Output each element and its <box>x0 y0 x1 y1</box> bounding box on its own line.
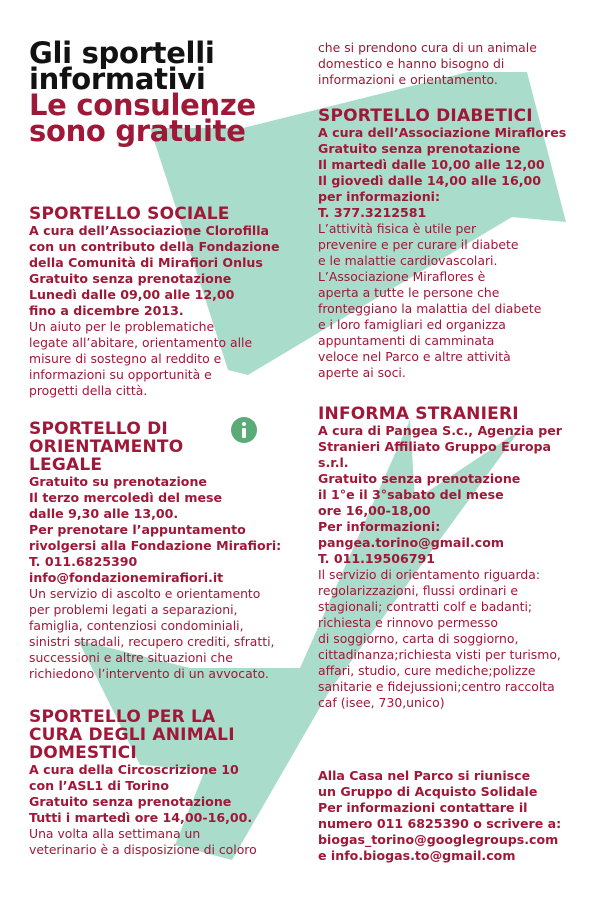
email-address: info@fondazionemirafiori.it <box>29 570 224 585</box>
info-line: rivolgersi alla Fondazione Mirafiori: <box>29 538 282 553</box>
body-line: legate all’abitare, orientamento alle <box>29 335 253 350</box>
phone-number: T. 377.3212581 <box>318 205 427 220</box>
info-line: per informazioni: <box>318 189 441 204</box>
title-line-3: Le consulenze <box>29 88 256 122</box>
title-line-1: Gli sportelli <box>29 36 215 70</box>
body-line: L’Associazione Miraflores è <box>318 269 486 284</box>
info-line: Lunedì dalle 09,00 alle 12,00 <box>29 287 235 302</box>
title-line-4: sono gratuite <box>29 114 246 148</box>
info-line: il 1°e il 3°sabato del mese <box>318 487 504 502</box>
info-line: un Gruppo di Acquisto Solidale <box>318 784 538 799</box>
body-line: misure di sostegno al reddito e <box>29 351 222 366</box>
section-heading: SPORTELLO DI <box>29 419 168 439</box>
body-line: di soggiorno, carta di soggiorno, <box>318 631 519 646</box>
info-line: A cura della Circoscrizione 10 <box>29 762 239 777</box>
body-line: e i loro famigliari ed organizza <box>318 317 506 332</box>
body-line: progetti della città. <box>29 383 148 398</box>
section-sportello-sociale <box>29 205 280 399</box>
body-line: regolarizzazioni, flussi ordinari e <box>318 583 519 598</box>
info-line: Gratuito senza prenotazione <box>318 471 521 486</box>
info-line: Il giovedì dalle 14,00 alle 16,00 <box>318 173 542 188</box>
body-line: aperte ai soci. <box>318 365 406 380</box>
body-line: e le malattie cardiovascolari. <box>318 253 498 268</box>
section-heading: INFORMA STRANIERI <box>318 404 519 424</box>
body-line: famiglia, contenziosi condominiali, <box>29 618 244 633</box>
info-line: Per informazioni: <box>318 519 441 534</box>
section-heading: DOMESTICI <box>29 743 137 763</box>
body-line: successioni e altre situazioni che <box>29 650 233 665</box>
body-line: veloce nel Parco e altre attività <box>318 349 511 364</box>
body-line: veterinario è a disposizione di coloro <box>29 842 257 857</box>
section-orientamento-legale <box>29 420 281 682</box>
section-heading: LEGALE <box>29 455 103 475</box>
body-line: informazioni e orientamento. <box>318 72 498 87</box>
body-line: cittadinanza;richiesta visti per turismo, <box>318 647 561 662</box>
section-heading: SPORTELLO DIABETICI <box>318 106 533 126</box>
body-line: Un aiuto per le problematiche <box>29 319 215 334</box>
info-line: con l’ASL1 di Torino <box>29 778 169 793</box>
info-line: Gratuito su prenotazione <box>29 474 207 489</box>
body-line: stagionali; contratti colf e badanti; <box>318 599 533 614</box>
section-heading: CURA DEGLI ANIMALI <box>29 725 235 745</box>
info-line: Per informazioni contattare il <box>318 800 528 815</box>
info-line: Il martedì dalle 10,00 alle 12,00 <box>318 157 545 172</box>
info-line: della Comunità di Mirafiori Onlus <box>29 255 263 270</box>
section-sportello-diabetici <box>318 107 566 381</box>
section-animali-domestici <box>29 708 257 858</box>
info-line: A cura dell’Associazione Miraflores <box>318 125 567 140</box>
email-address: e info.biogas.to@gmail.com <box>318 848 516 863</box>
info-line: Stranieri Affiliato Gruppo Europa s.r.l. <box>318 439 552 470</box>
info-line: Gratuito senza prenotazione <box>29 271 232 286</box>
info-line: Per prenotare l’appuntamento <box>29 522 246 537</box>
info-line: A cura dell’Associazione Clorofilla <box>29 223 270 238</box>
body-line: richiesta e rinnovo permesso <box>318 615 498 630</box>
body-line: sanitarie e fidejussioni;centro raccolta <box>318 679 555 694</box>
section-gruppo-acquisto <box>318 768 561 864</box>
info-line: fino a dicembre 2013. <box>29 303 184 318</box>
info-line: Alla Casa nel Parco si riunisce <box>318 768 531 783</box>
body-line: domestico e hanno bisogno di <box>318 56 505 71</box>
body-line: sinistri stradali, recupero crediti, sfratti, <box>29 634 275 649</box>
body-line: aperta a tutte le persone che <box>318 285 500 300</box>
info-line: ore 16,00-18,00 <box>318 503 431 518</box>
section-animali-continued <box>318 40 537 88</box>
body-line: per problemi legati a separazioni, <box>29 602 238 617</box>
title-line-2: informativi <box>29 62 206 96</box>
info-icon <box>231 417 257 443</box>
page-title <box>29 36 256 148</box>
info-line: dalle 9,30 alle 13,00. <box>29 506 179 521</box>
body-line: caf (isee, 730,unico) <box>318 695 445 710</box>
body-line: fronteggiano la malattia del diabete <box>318 301 542 316</box>
info-line: numero 011 6825390 o scrivere a: <box>318 816 562 831</box>
info-line: Il terzo mercoledì del mese <box>29 490 223 505</box>
section-informa-stranieri <box>318 405 578 711</box>
body-line: richiedono l’intervento di un avvocato. <box>29 666 269 681</box>
section-heading: ORIENTAMENTO <box>29 437 184 457</box>
info-line: Gratuito senza prenotazione <box>29 794 232 809</box>
info-line: Tutti i martedì ore 14,00-16,00. <box>29 810 253 825</box>
body-line: affari, studio, cure mediche;polizze <box>318 663 536 678</box>
section-heading: SPORTELLO PER LA <box>29 707 216 727</box>
phone-number: T. 011.19506791 <box>318 551 436 566</box>
body-line: Un servizio di ascolto e orientamento <box>29 586 261 601</box>
phone-number: T. 011.6825390 <box>29 554 138 569</box>
body-line: che si prendono cura di un animale <box>318 40 537 55</box>
body-line: Il servizio di orientamento riguarda: <box>318 567 541 582</box>
info-line: Gratuito senza prenotazione <box>318 141 521 156</box>
body-line: Una volta alla settimana un <box>29 826 201 841</box>
body-line: prevenire e per curare il diabete <box>318 237 519 252</box>
info-line: con un contributo della Fondazione <box>29 239 280 254</box>
body-line: informazioni su opportunità e <box>29 367 212 382</box>
email-address: biogas_torino@googlegroups.com <box>318 832 559 847</box>
section-heading: SPORTELLO SOCIALE <box>29 204 230 224</box>
info-line: A cura di Pangea S.c., Agenzia per <box>318 423 563 438</box>
email-address: pangea.torino@gmail.com <box>318 535 505 550</box>
body-line: appuntamenti di camminata <box>318 333 495 348</box>
body-line: L’attività fisica è utile per <box>318 221 477 236</box>
